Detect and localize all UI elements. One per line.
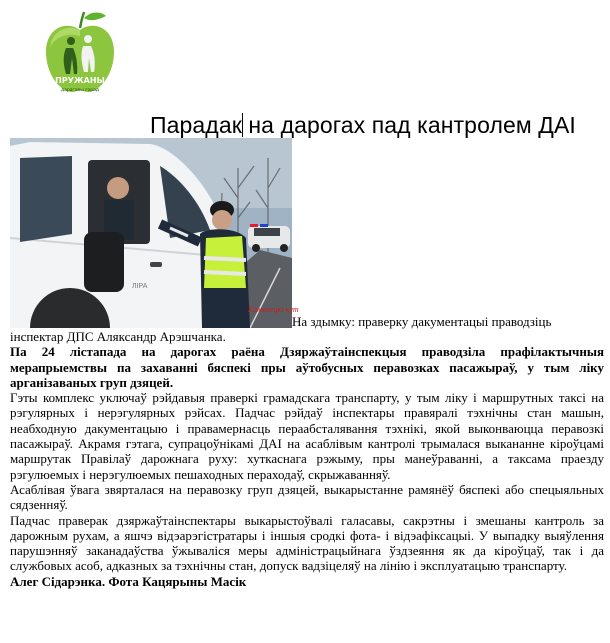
photo-caption-line-2: інспектар ДПС Аляксандр Арэшчанка. <box>10 329 226 344</box>
photo-watermark: Камянецкі кут <box>248 305 299 314</box>
article-paragraph: Падчас праверак дзяржаўтаінспектары выкарыстоўвалі галасавы, сакрэтны і змешаны кантроль за дарожным рухам, а яшчэ відэарэгістратары і іншыя сродкі фота- і відэафіксацыі. У выпадку выяўлення парушэнняў заканадаўства ўжываліся меры адміністрацыйнага ўздзеяння як да кіроўцаў, так і да службовых асоб, адказных за тэхнічны стан, допуск вадзіцеляў на лінію і эксплуатацыю транспарту. <box>10 512 604 574</box>
article-title <box>150 111 576 139</box>
logo-subtitle: дарагавы горад <box>60 88 100 93</box>
logo-title: ПРУЖАНЫ <box>55 76 105 85</box>
article-paragraph: Гэты комплекс уключаў рэйдавыя праверкі грамадскага транспарту, у тым ліку і маршрутных таксі на рэгулярных і нерэгулярных рэйсах. Падчас рэйдаў інспектары правяралі тэхнічны стан машын, неабходную дакументацыю і правамернасць пераабсталявання тэхнікі, якой выконваюцца перавозкі пасажыраў. Акрамя гэтага, супрацоўнікамі ДАІ на асаблівым кантролі трымалася выкананне кіроўцамі маршрутак Правілаў дарожнага руху: хуткаснага рэжыму, пры манеўраванні, а таксама праезду рэгулюемых і нерэгулюемых пешаходных пераходаў, скрыжаванняў. <box>10 390 604 482</box>
article-lead: Па 24 лістапада на дарогах раёна Дзяржаўтаінспекцыя праводзіла прафілактычныя мерапрыемствы па захаванні бяспекі пры аўтобусных перавозках пасажыраў, у тым ліку арганізаваных груп дзяцей. <box>10 344 604 390</box>
title-part-2: на дарогах пад кантролем ДАІ <box>241 112 576 138</box>
article-author: Алег Сідарэнка. Фота Кацярыны Масік <box>10 573 247 589</box>
site-logo[interactable] <box>44 8 116 104</box>
article-paragraph: Асаблівая ўвага звярталася на перавозку груп дзяцей, выкарыстанне рамянёў бяспекі або спецыяльных сядзенняў. <box>10 481 604 513</box>
van-label: ЛІРА <box>132 283 148 290</box>
title-part-1: Парадак <box>150 112 242 138</box>
article-photo <box>10 138 299 328</box>
article-body <box>10 329 604 589</box>
photo-caption-line-1: На здымку: праверку дакументацыі праводзіць <box>292 314 552 329</box>
apple-logo-icon <box>44 8 116 104</box>
